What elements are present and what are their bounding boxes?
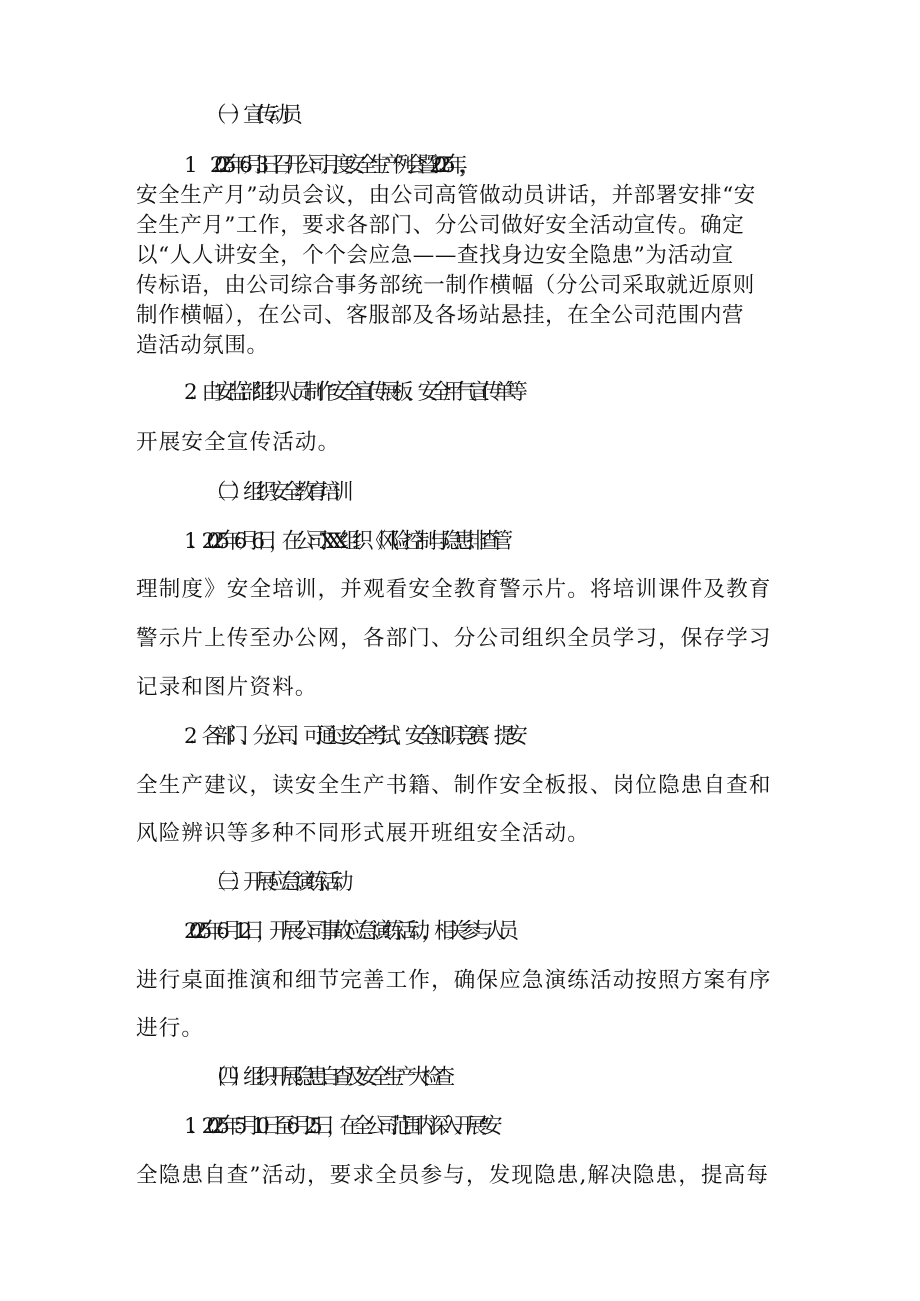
paragraph-line: 风险辨识等多种不同形式展开班组安全活动。 bbox=[136, 821, 591, 846]
paragraph-line: 2．各部门、分公司、可通过安全考试、安全知识竞赛、提安 bbox=[184, 724, 520, 749]
paragraph-line: 1 .2025年6月3日召开公司月度安全生产例会暨2025年，， bbox=[184, 153, 472, 178]
paragraph-line: 理制度》安全培训，并观看安全教育警示片。将培训课件及教育 bbox=[136, 577, 772, 602]
paragraph-line: 传标语，由公司综合事务部统一制作横幅（分公司采取就近原则 bbox=[136, 273, 755, 298]
paragraph-line: 以“人人讲安全，个个会应急——查找身边安全隐患”为活动宣 bbox=[136, 243, 734, 268]
paragraph-line: 1．2025年6月6日，在公司XXX组织《风险控制与隐患排查管 bbox=[184, 529, 505, 554]
paragraph-line: 全生产建议，读安全生产书籍、制作安全板报、岗位隐患自查和 bbox=[136, 773, 772, 798]
paragraph-line: 全隐患自查”活动，要求全员参与，发现隐患,解决隐患，提高每 bbox=[136, 1163, 770, 1188]
paragraph-line: 记录和图片资料。 bbox=[136, 675, 318, 700]
paragraph-line: 2025年6月12日，开展公司事故应急演练活动，相关参与人员 bbox=[184, 919, 511, 944]
section-heading-4: （四）组织开展隐患自查及安全生产大检查 bbox=[205, 1065, 447, 1090]
paragraph-line: 造活动氛围。 bbox=[136, 333, 269, 358]
section-heading-1: （一）宣传动员 bbox=[205, 103, 294, 128]
paragraph-line: 进行。 bbox=[136, 1016, 205, 1041]
paragraph-line: 全生产月”工作，要求各部门、分公司做好安全活动宣传。确定 bbox=[136, 213, 745, 238]
paragraph-line: 安全生产月”动员会议，由公司高管做动员讲话，并部署安排“安 bbox=[136, 183, 756, 208]
paragraph-line: 开展安全宣传活动。 bbox=[136, 430, 341, 455]
paragraph-line: 进行桌面推演和细节完善工作，确保应急演练活动按照方案有序 bbox=[136, 968, 772, 993]
section-heading-2: （二）组织安全教育培训 bbox=[205, 480, 345, 505]
paragraph-line: 制作横幅），在公司、客服部及各场站悬挂，在全公司范围内营 bbox=[136, 303, 745, 328]
paragraph-line: 2．由安监部组织人员制作安全宣传展板、安全用气宣传单等 bbox=[184, 380, 520, 405]
paragraph-line: 1．2025年5月10日至6月25日，在全公司范围内深入开展“安 bbox=[184, 1114, 494, 1139]
section-heading-3: （三）开展应急演练活动 bbox=[205, 870, 345, 895]
paragraph-line: 警示片上传至办公网，各部门、分公司组织全员学习，保存学习 bbox=[136, 626, 772, 651]
